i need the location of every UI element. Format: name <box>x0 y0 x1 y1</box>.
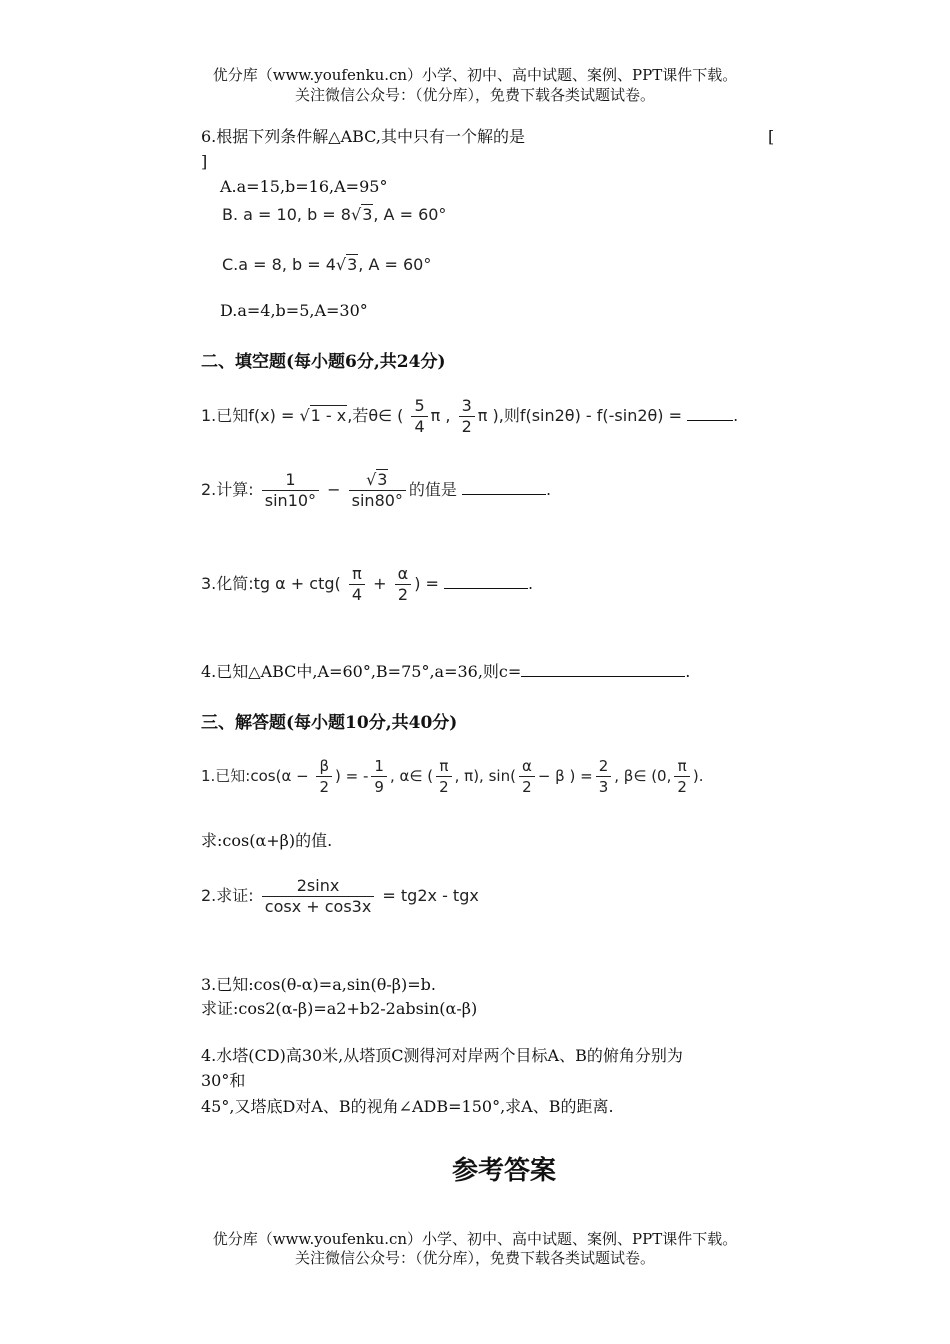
q6-option-a: A.a=15,b=16,A=95° <box>220 177 388 196</box>
s2-problem-1 <box>201 396 738 437</box>
s3-problem-3-line-2: 求证:cos2(α-β)=a2+b2-2absin(α-β) <box>201 999 478 1018</box>
period: . <box>528 574 534 593</box>
fraction <box>519 756 535 797</box>
header-line-1: 优分库（www.youfenku.cn）小学、初中、高中试题、案例、PPT课件下载。 <box>212 66 738 84</box>
plus-sign: + <box>373 574 387 593</box>
fraction <box>674 756 690 797</box>
minus-sign: − <box>327 480 341 499</box>
denominator: 2 <box>397 585 409 604</box>
answer-blank <box>462 480 546 495</box>
numerator: 1 <box>371 756 387 777</box>
denominator: 4 <box>414 417 425 436</box>
fraction <box>349 470 406 511</box>
q6-option-b-post: , A = 60° <box>373 205 447 224</box>
section-3-title: 三、解答题(每小题10分,共40分) <box>201 713 458 733</box>
denominator: sin80° <box>351 491 403 510</box>
s3-problem-2 <box>201 876 479 917</box>
numerator: 2 <box>596 756 612 777</box>
footer-line-2: 关注微信公众号：（优分库），免费下载各类试题试卷。 <box>294 1249 655 1267</box>
section-2-title: 二、填空题(每小题6分,共24分) <box>201 352 446 372</box>
fraction <box>262 876 375 917</box>
s3-problem-4-line-3: 45°,又塔底D对A、B的视角∠ADB=150°,求A、B的距离. <box>201 1097 614 1116</box>
s2-p2-post: 的值是 <box>408 480 457 499</box>
q6-option-b <box>222 205 446 224</box>
numerator: 1 <box>262 470 319 491</box>
s3-p1-pre: 1.已知:cos(α − <box>201 767 309 785</box>
q6-option-c-radicand: 3 <box>347 255 358 274</box>
numerator: α <box>519 756 535 777</box>
numerator: 2sinx <box>262 876 375 897</box>
s2-p3-post: ) = <box>414 574 439 593</box>
fraction <box>596 756 612 797</box>
s2-p3-pre: 3.化简:tg α + ctg( <box>201 574 341 593</box>
s2-p1-mid: ,若θ∈ ( <box>347 406 404 425</box>
footer-line-1: 优分库（www.youfenku.cn）小学、初中、高中试题、案例、PPT课件下载。 <box>212 1230 738 1248</box>
answer-blank <box>687 406 733 421</box>
answer-blank <box>444 574 528 589</box>
s3-problem-1 <box>201 756 704 797</box>
numerator: β <box>316 756 332 777</box>
radical-sign: √ <box>350 205 362 224</box>
radicand: 3 <box>377 470 388 489</box>
s2-p2-pre: 2.计算: <box>201 480 254 499</box>
numerator: π <box>674 756 690 777</box>
q6-option-c <box>222 255 431 274</box>
fraction <box>262 470 319 511</box>
numerator: 5 <box>411 396 427 417</box>
s2-problem-2 <box>201 470 551 511</box>
fraction <box>395 564 412 605</box>
denominator: 9 <box>374 778 384 796</box>
s2-p1-pi: π , <box>430 406 451 425</box>
fraction <box>349 564 365 605</box>
q6-option-c-pre: C.a = 8, b = 4 <box>222 255 336 274</box>
denominator: 2 <box>461 417 472 436</box>
s2-p1-pre: 1.已知f(x) = <box>201 406 300 425</box>
s3-p1-mid3: − β ) = <box>537 767 593 785</box>
s2-problem-4 <box>201 661 690 683</box>
s3-p1-mid1: , α∈ ( <box>389 767 434 785</box>
s3-problem-1-ask: 求:cos(α+β)的值. <box>201 831 333 850</box>
fraction <box>371 756 387 797</box>
s3-p2-post: = tg2x - tgx <box>382 886 479 905</box>
period: . <box>733 406 739 425</box>
radical-sign: √ <box>335 255 347 274</box>
fraction <box>316 756 332 797</box>
denominator: 2 <box>439 778 449 796</box>
denominator: cosx + cos3x <box>264 897 372 916</box>
s2-problem-3 <box>201 564 533 605</box>
header-line-2: 关注微信公众号：（优分库），免费下载各类试题试卷。 <box>294 86 655 104</box>
s3-p1-eq: ) = - <box>335 767 369 785</box>
denominator: 2 <box>522 778 532 796</box>
s3-problem-4-line-1: 4.水塔(CD)高30米,从塔顶C测得河对岸两个目标A、B的俯角分别为 <box>201 1046 683 1065</box>
answers-title: 参考答案 <box>451 1156 556 1186</box>
denominator: 4 <box>351 585 363 604</box>
numerator: 3 <box>459 396 475 417</box>
denominator: 3 <box>598 778 609 796</box>
s2-p1-radicand: 1 - x <box>310 406 347 425</box>
numerator: α <box>395 564 412 585</box>
denominator: sin10° <box>264 491 317 510</box>
s3-problem-3-line-1: 3.已知:cos(θ-α)=a,sin(θ-β)=b. <box>201 975 436 994</box>
s3-p1-post: ). <box>692 767 704 785</box>
q6-option-c-post: , A = 60° <box>358 255 432 274</box>
fraction <box>459 396 475 437</box>
s3-problem-4-line-2: 30°和 <box>201 1071 246 1090</box>
q6-option-b-pre: B. a = 10, b = 8 <box>222 205 351 224</box>
q6-bracket-close: ] <box>201 152 208 171</box>
fraction <box>411 396 427 437</box>
period: . <box>546 480 552 499</box>
q6-stem: 6.根据下列条件解△ABC,其中只有一个解的是 <box>201 127 525 146</box>
numerator: π <box>349 564 365 585</box>
s3-p1-mid2: , π), sin( <box>454 767 516 785</box>
s3-p1-mid4: , β∈ (0, <box>614 767 672 785</box>
fraction <box>436 756 452 797</box>
denominator: 2 <box>677 778 687 796</box>
radical-sign: √ <box>366 470 377 489</box>
s2-p4-text: 4.已知△ABC中,A=60°,B=75°,a=36,则c= <box>201 662 522 681</box>
q6-option-d: D.a=4,b=5,A=30° <box>220 301 368 320</box>
denominator: 2 <box>319 778 330 796</box>
s2-p1-post: π ),则f(sin2θ) - f(-sin2θ) = <box>477 406 683 425</box>
numerator: π <box>436 756 452 777</box>
radical-sign: √ <box>299 406 310 425</box>
period: . <box>685 662 691 681</box>
numerator <box>349 470 406 491</box>
q6-option-b-radicand: 3 <box>362 205 373 224</box>
s3-p2-pre: 2.求证: <box>201 886 254 905</box>
q6-bracket-open: [ <box>768 127 775 146</box>
answer-blank <box>521 662 685 677</box>
